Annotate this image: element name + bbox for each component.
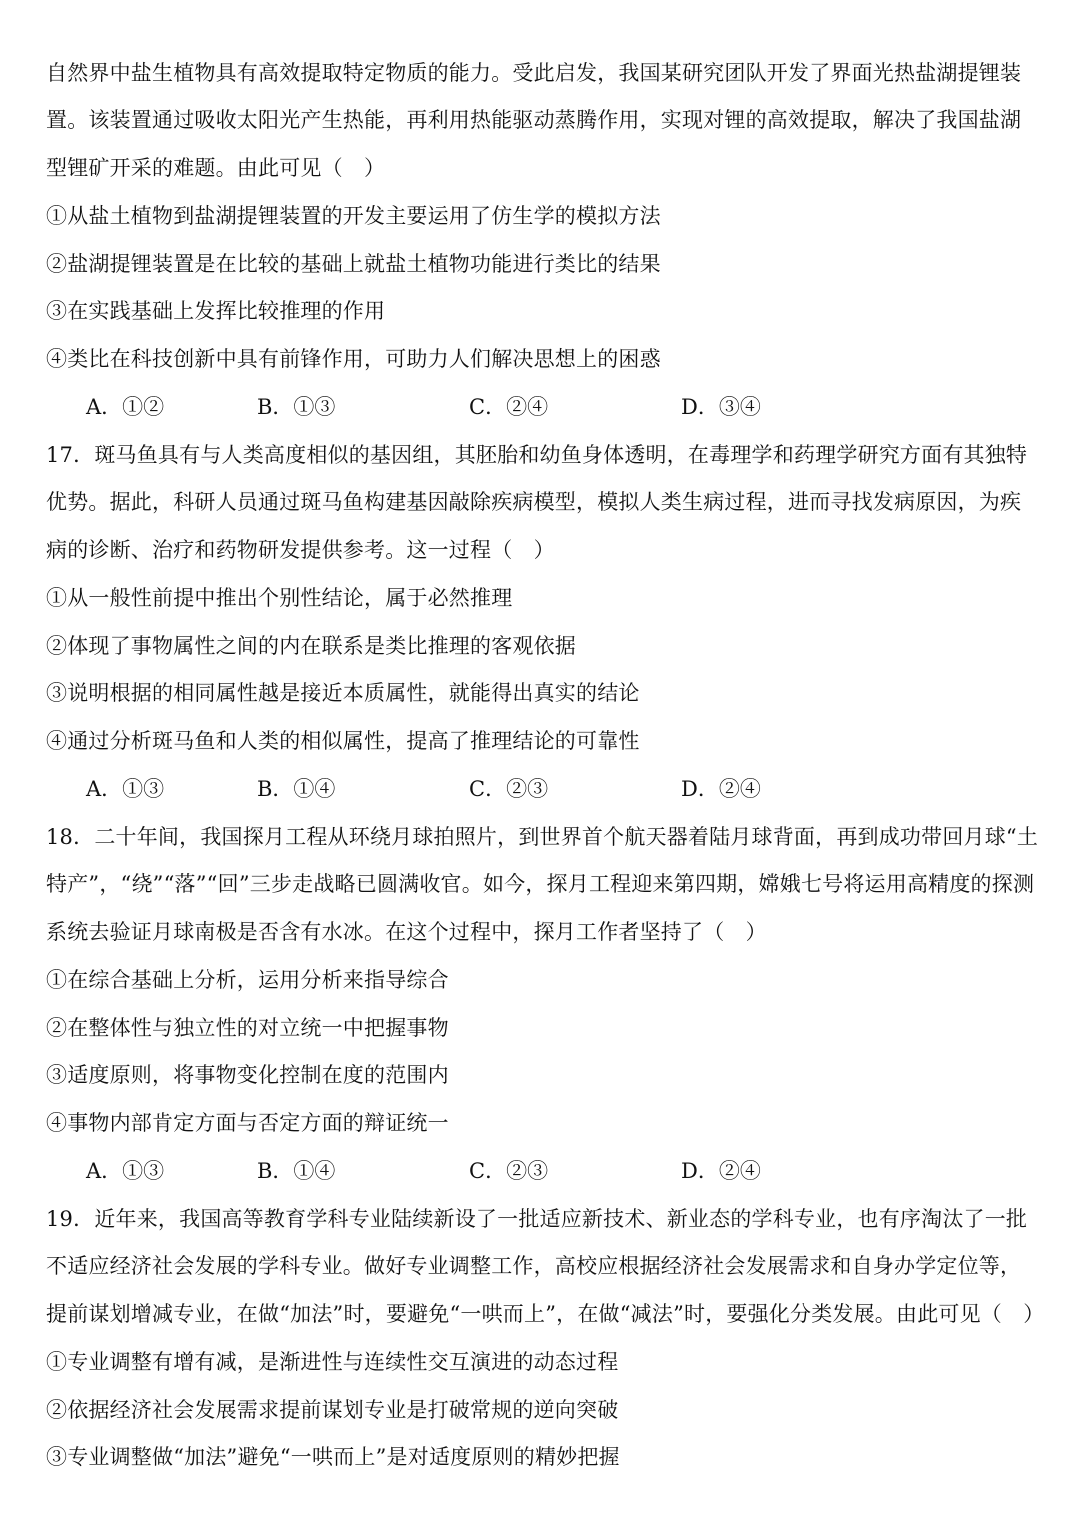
- q16-option-a[interactable]: A．①②: [86, 395, 165, 419]
- q19-stem-line-2: 不适应经济社会发展的学科专业。做好专业调整工作，高校应根据经济社会发展需求和自身办学定位等，: [46, 1254, 1022, 1278]
- q17-option-c[interactable]: C．②③: [469, 777, 549, 801]
- q16-statement-3: ③在实践基础上发挥比较推理的作用: [46, 299, 386, 323]
- q18-statement-3: ③适度原则，将事物变化控制在度的范围内: [46, 1063, 449, 1087]
- q18-option-a[interactable]: A．①③: [86, 1159, 165, 1183]
- q18-options: [0, 1156, 1080, 1186]
- q16-stem-line-1: 自然界中盐生植物具有高效提取特定物质的能力。受此启发，我国某研究团队开发了界面光热盐湖提锂装: [46, 61, 1022, 85]
- q16-stem-line-3: 型锂矿开采的难题。由此可见（ ）: [46, 156, 386, 180]
- q18-statement-1: ①在综合基础上分析，运用分析来指导综合: [46, 968, 449, 992]
- q17-statement-4: ④通过分析斑马鱼和人类的相似属性，提高了推理结论的可靠性: [46, 729, 640, 753]
- q17-statement-2: ②体现了事物属性之间的内在联系是类比推理的客观依据: [46, 634, 576, 658]
- q17-statement-3: ③说明根据的相同属性越是接近本质属性，就能得出真实的结论: [46, 681, 640, 705]
- q18-statement-2: ②在整体性与独立性的对立统一中把握事物: [46, 1016, 449, 1040]
- q16-stem-line-2: 置。该装置通过吸收太阳光产生热能，再利用热能驱动蒸腾作用，实现对锂的高效提取，解决了我国盐湖: [46, 108, 1022, 132]
- q18-stem-line-3: 系统去验证月球南极是否含有水冰。在这个过程中，探月工作者坚持了（ ）: [46, 920, 767, 944]
- q18-option-d[interactable]: D．②④: [681, 1159, 761, 1183]
- q17-stem-line-2: 优势。据此，科研人员通过斑马鱼构建基因敲除疾病模型，模拟人类生病过程，进而寻找发病原因，为疾: [46, 490, 1022, 514]
- q18-option-b[interactable]: B．①④: [257, 1159, 336, 1183]
- q16-statement-2: ②盐湖提锂装置是在比较的基础上就盐土植物功能进行类比的结果: [46, 252, 661, 276]
- q16-statement-4: ④类比在科技创新中具有前锋作用，可助力人们解决思想上的困惑: [46, 347, 661, 371]
- q18-option-c[interactable]: C．②③: [469, 1159, 549, 1183]
- q17-option-d[interactable]: D．②④: [681, 777, 761, 801]
- q17-statement-1: ①从一般性前提中推出个别性结论，属于必然推理: [46, 586, 513, 610]
- q19-statement-1: ①专业调整有增有减，是渐进性与连续性交互演进的动态过程: [46, 1350, 619, 1374]
- q16-statement-1: ①从盐土植物到盐湖提锂装置的开发主要运用了仿生学的模拟方法: [46, 204, 661, 228]
- q16-option-b[interactable]: B．①③: [257, 395, 336, 419]
- q16-option-d[interactable]: D．③④: [681, 395, 761, 419]
- q19-statement-2: ②依据经济社会发展需求提前谋划专业是打破常规的逆向突破: [46, 1398, 619, 1422]
- q19-statement-3: ③专业调整做“加法”避免“一哄而上”是对适度原则的精妙把握: [46, 1445, 620, 1469]
- q16-options: [0, 392, 1080, 422]
- q17-option-b[interactable]: B．①④: [257, 777, 336, 801]
- q18-statement-4: ④事物内部肯定方面与否定方面的辩证统一: [46, 1111, 449, 1135]
- q16-option-c[interactable]: C．②④: [469, 395, 549, 419]
- q19-stem-line-1: 19．近年来，我国高等教育学科专业陆续新设了一批适应新技术、新业态的学科专业，也有序淘汰了一批: [46, 1207, 1028, 1231]
- q18-stem-line-2: 特产”，“绕”“落”“回”三步走战略已圆满收官。如今，探月工程迎来第四期，嫦娥七号将运用高精度的探测: [46, 872, 1035, 896]
- q17-stem-line-3: 病的诊断、治疗和药物研发提供参考。这一过程（ ）: [46, 538, 555, 562]
- q17-option-a[interactable]: A．①③: [86, 777, 165, 801]
- q19-stem-line-3: 提前谋划增减专业，在做“加法”时，要避免“一哄而上”，在做“减法”时，要强化分类发展。由此可见（ ）: [46, 1302, 1045, 1326]
- q18-stem-line-1: 18．二十年间，我国探月工程从环绕月球拍照片，到世界首个航天器着陆月球背面，再到成功带回月球“土: [46, 825, 1039, 849]
- q17-stem-line-1: 17．斑马鱼具有与人类高度相似的基因组，其胚胎和幼鱼身体透明，在毒理学和药理学研究方面有其独特: [46, 443, 1028, 467]
- q17-options: [0, 774, 1080, 804]
